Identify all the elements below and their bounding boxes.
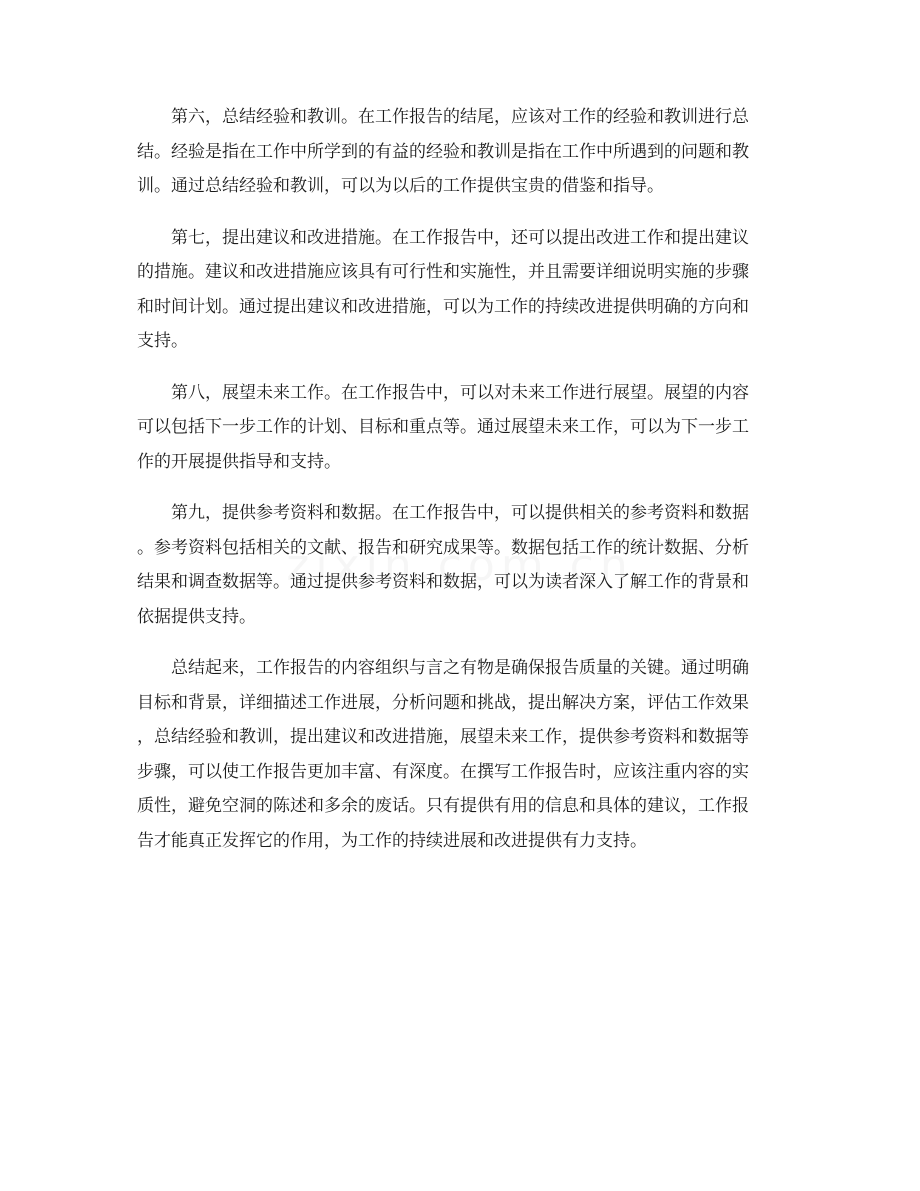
text-line: 步骤，可以使工作报告更加丰富、有深度。在撰写工作报告时，应该注重内容的实 [137, 761, 749, 782]
paragraph-summary [137, 651, 800, 858]
paragraph-8 [137, 376, 800, 480]
text-line: 作的开展提供指导和支持。 [137, 451, 341, 472]
text-line: 和时间计划。通过提出建议和改进措施，可以为工作的持续改进提供明确的方向和 [137, 296, 749, 317]
text-line: 目标和背景，详细描述工作进展，分析问题和挑战，提出解决方案，评估工作效果 [137, 692, 749, 713]
text-line: 。参考资料包括相关的文献、报告和研究成果等。数据包括工作的统计数据、分析 [137, 537, 749, 558]
text-line: 结果和调查数据等。通过提供参考资料和数据，可以为读者深入了解工作的背景和 [137, 572, 749, 592]
text-line: 可以包括下一步工作的计划、目标和重点等。通过展望未来工作，可以为下一步工 [137, 417, 749, 437]
paragraph-7 [137, 221, 800, 359]
text-line: 质性，避免空洞的陈述和多余的废话。只有提供有用的信息和具体的建议，工作报 [137, 796, 749, 816]
text-line: 的措施。建议和改进措施应该具有可行性和实施性，并且需要详细说明实施的步骤 [137, 262, 749, 282]
text-line: 支持。 [137, 331, 188, 351]
text-line: 第九，提供参考资料和数据。在工作报告中，可以提供相关的参考资料和数据 [137, 503, 749, 523]
text-line: 依据提供支持。 [137, 606, 256, 627]
text-line: 结。经验是指在工作中所学到的有益的经验和教训是指在工作中所遇到的问题和教 [137, 141, 749, 162]
text-line: ，总结经验和教训，提出建议和改进措施，展望未来工作，提供参考资料和数据等 [137, 727, 749, 747]
text-line: 第七，提出建议和改进措施。在工作报告中，还可以提出改进工作和提出建议 [137, 227, 749, 248]
text-line: 第八，展望未来工作。在工作报告中，可以对未来工作进行展望。展望的内容 [137, 382, 749, 403]
text-line: 总结起来，工作报告的内容组织与言之有物是确保报告质量的关键。通过明确 [137, 658, 749, 678]
paragraph-9 [137, 496, 800, 634]
text-line: 告才能真正发挥它的作用，为工作的持续进展和改进提供有力支持。 [137, 830, 647, 851]
document-body [137, 100, 800, 875]
text-line: 训。通过总结经验和教训，可以为以后的工作提供宝贵的借鉴和指导。 [137, 176, 664, 196]
text-line: 第六，总结经验和教训。在工作报告的结尾，应该对工作的经验和教训进行总 [137, 107, 749, 127]
paragraph-6 [137, 100, 800, 204]
